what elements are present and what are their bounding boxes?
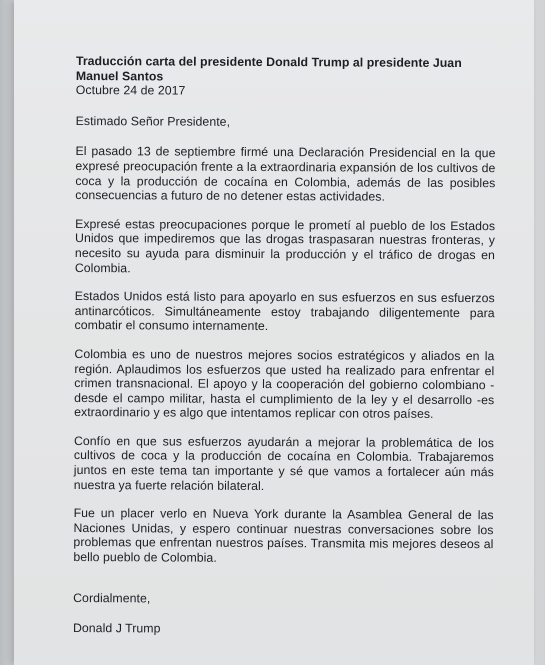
letter-title: Traducción carta del presidente Donald Trump al presidente Juan Manuel Santos bbox=[75, 54, 462, 84]
letter-paragraph-3: Estados Unidos está listo para apoyarlo en sus esfuerzos en sus esfuerzos antinarcóticos. Simultáneamente estoy trabajando diligentemente para combatir el consumo internamente. bbox=[74, 289, 495, 334]
letter-content bbox=[73, 54, 496, 638]
letter-sheet bbox=[14, 0, 534, 665]
letter-header bbox=[76, 54, 496, 100]
letter-paragraph-5: Confío en que sus esfuerzos ayudarán a mejorar la problemática de los cultivos de coca y la producción de cocaína en Colombia. Trabajaremos juntos en este tema tan importante y sé que vamos a fortalecer aún más nuestra ya fuerte relación bilateral. bbox=[73, 433, 495, 493]
letter-date: Octubre 24 de 2017 bbox=[75, 83, 186, 98]
letter-paragraph-6: Fue un placer verlo en Nueva York durante la Asamblea General de las Naciones Unidas, y espero continuar nuestras conversaciones sobre los problemas que enfrentan nuestros países. Transmita mis mejores deseos al bello pueblo de Colombia. bbox=[73, 506, 494, 565]
letter-closing: Cordialmente, bbox=[73, 590, 151, 606]
letter-signature: Donald J Trump bbox=[72, 621, 161, 636]
letter-salutation: Estimado Señor Presidente, bbox=[75, 113, 231, 129]
letter-paragraph-2: Expresé estas preocupaciones porque le prometí al pueblo de los Estados Unidos que impediremos que las drogas traspasaran nuestras fronteras, y necesito su ayuda para disminuir la producción y el tráfico de drogas en Colombia. bbox=[74, 216, 496, 275]
letter-paragraph-4: Colombia es uno de nuestros mejores socios estratégicos y aliados en la región. Aplaudimos los esfuerzos que usted ha realizado para enfrentar el crimen transnacional. El apoyo y la cooperación del gobierno colombiano -desde el campo militar, hasta el cumplimiento de la ley y el desarrollo -es extraordinario y es algo que intentamos replicar con otros países. bbox=[74, 346, 495, 422]
letter-paragraph-1: El pasado 13 de septiembre firmé una Declaración Presidencial en la que expresé preocupación frente a la extraordinaria expansión de los cultivos de coca y la producción de cocaína en Colombia, además de las posibles consecuencias a futuro de no detener estas actividades. bbox=[75, 144, 496, 204]
